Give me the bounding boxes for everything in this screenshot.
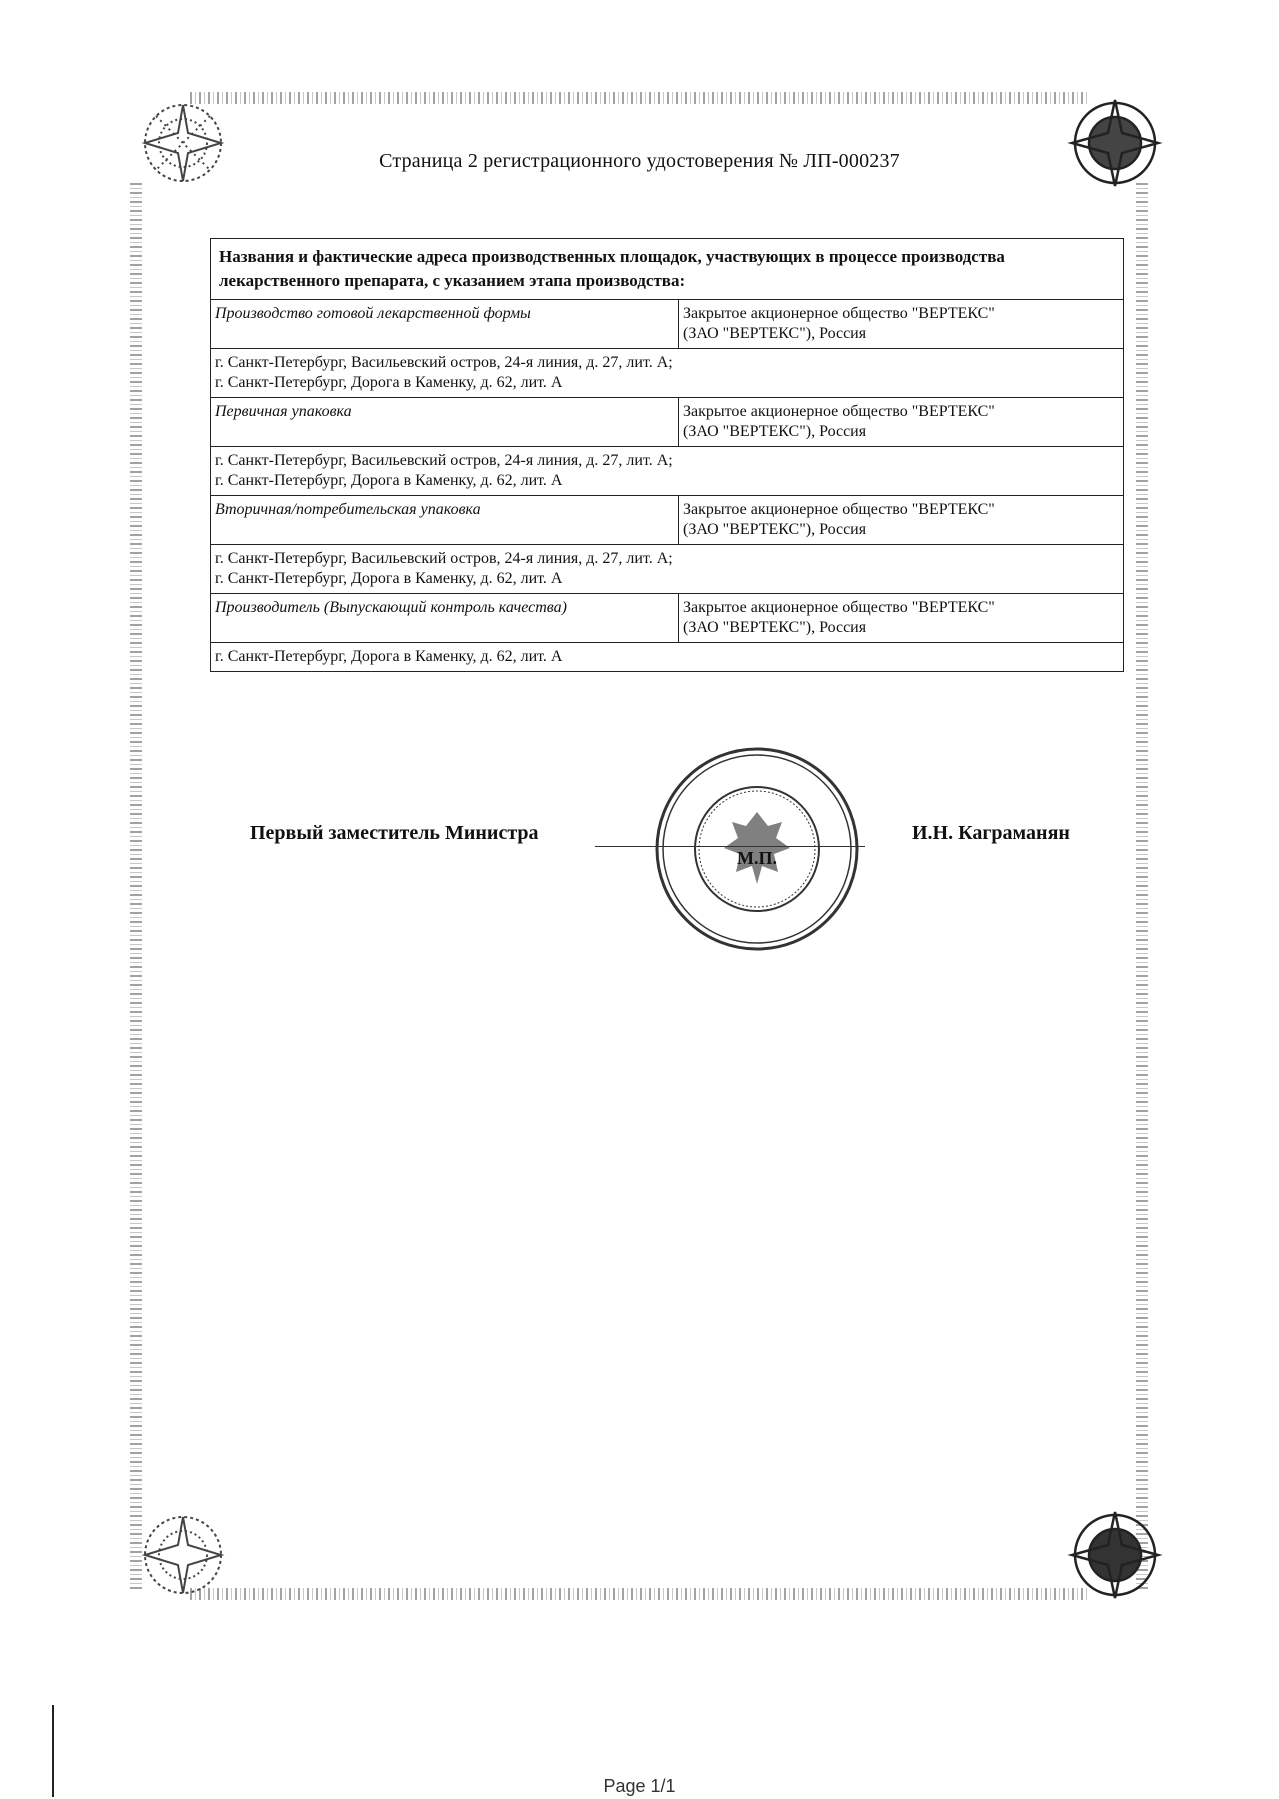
- table-row: [211, 594, 1124, 643]
- organization-short: (ЗАО "ВЕРТЕКС"), Россия: [683, 423, 867, 440]
- ornament-corner-bottom-left: [128, 1500, 238, 1610]
- address-cell: [211, 447, 1124, 496]
- frame-border-top: [190, 92, 1089, 104]
- address-line: г. Санкт-Петербург, Дорога в Каменку, д. 62, лит. А: [215, 648, 563, 665]
- organization-cell: [679, 398, 1124, 447]
- organization-name: Закрытое акционерное общество "ВЕРТЕКС": [683, 305, 995, 322]
- table-header: Названия и фактические адреса производственных площадок, участвующих в процессе производства лекарственного препарата, с указанием этапа производства:: [211, 239, 1124, 300]
- stage-cell: Производитель (Выпускающий контроль качества): [211, 594, 679, 643]
- table-row: [211, 545, 1124, 594]
- table-row: [211, 496, 1124, 545]
- table-row: [211, 398, 1124, 447]
- signatory-role: Первый заместитель Министра: [250, 822, 539, 844]
- frame-border-left: [130, 180, 142, 1589]
- organization-name: Закрытое акционерное общество "ВЕРТЕКС": [683, 599, 995, 616]
- table-row: [211, 349, 1124, 398]
- organization-cell: [679, 496, 1124, 545]
- stamp-center-text: М.П.: [737, 848, 777, 868]
- organization-short: (ЗАО "ВЕРТЕКС"), Россия: [683, 619, 867, 636]
- stage-cell: Производство готовой лекарственной формы: [211, 300, 679, 349]
- table-row: [211, 447, 1124, 496]
- address-line: г. Санкт-Петербург, Васильевский остров, 24-я линия, д. 27, лит. А;: [215, 550, 673, 567]
- address-cell: [211, 643, 1124, 672]
- production-sites-table: [210, 238, 1124, 672]
- organization-cell: [679, 300, 1124, 349]
- page-footer: Page 1/1: [603, 1776, 676, 1796]
- organization-name: Закрытое акционерное общество "ВЕРТЕКС": [683, 403, 995, 420]
- organization-name: Закрытое акционерное общество "ВЕРТЕКС": [683, 501, 995, 518]
- stage-cell: Первичная упаковка: [211, 398, 679, 447]
- signatory-name: И.Н. Каграманян: [912, 822, 1070, 844]
- signature-line: [595, 846, 865, 847]
- frame-border-right: [1136, 180, 1148, 1589]
- ornament-corner-bottom-right: [1060, 1500, 1170, 1610]
- ornament-corner-top-left: [128, 88, 238, 198]
- address-line: г. Санкт-Петербург, Дорога в Каменку, д. 62, лит. А: [215, 472, 563, 489]
- organization-short: (ЗАО "ВЕРТЕКС"), Россия: [683, 325, 867, 342]
- table-row: [211, 300, 1124, 349]
- address-line: г. Санкт-Петербург, Васильевский остров, 24-я линия, д. 27, лит. А;: [215, 354, 673, 371]
- address-line: г. Санкт-Петербург, Васильевский остров, 24-я линия, д. 27, лит. А;: [215, 452, 673, 469]
- table-header-row: [211, 239, 1124, 300]
- stage-cell: Вторичная/потребительская упаковка: [211, 496, 679, 545]
- address-line: г. Санкт-Петербург, Дорога в Каменку, д. 62, лит. А: [215, 570, 563, 587]
- page-header: Страница 2 регистрационного удостоверения № ЛП-000237: [379, 150, 900, 172]
- signature-block: [0, 822, 1279, 862]
- address-cell: [211, 545, 1124, 594]
- organization-cell: [679, 594, 1124, 643]
- organization-short: (ЗАО "ВЕРТЕКС"), Россия: [683, 521, 867, 538]
- address-line: г. Санкт-Петербург, Дорога в Каменку, д. 62, лит. А: [215, 374, 563, 391]
- frame-border-bottom: [190, 1588, 1089, 1600]
- table-row: [211, 643, 1124, 672]
- address-cell: [211, 349, 1124, 398]
- ornament-corner-top-right: [1060, 88, 1170, 198]
